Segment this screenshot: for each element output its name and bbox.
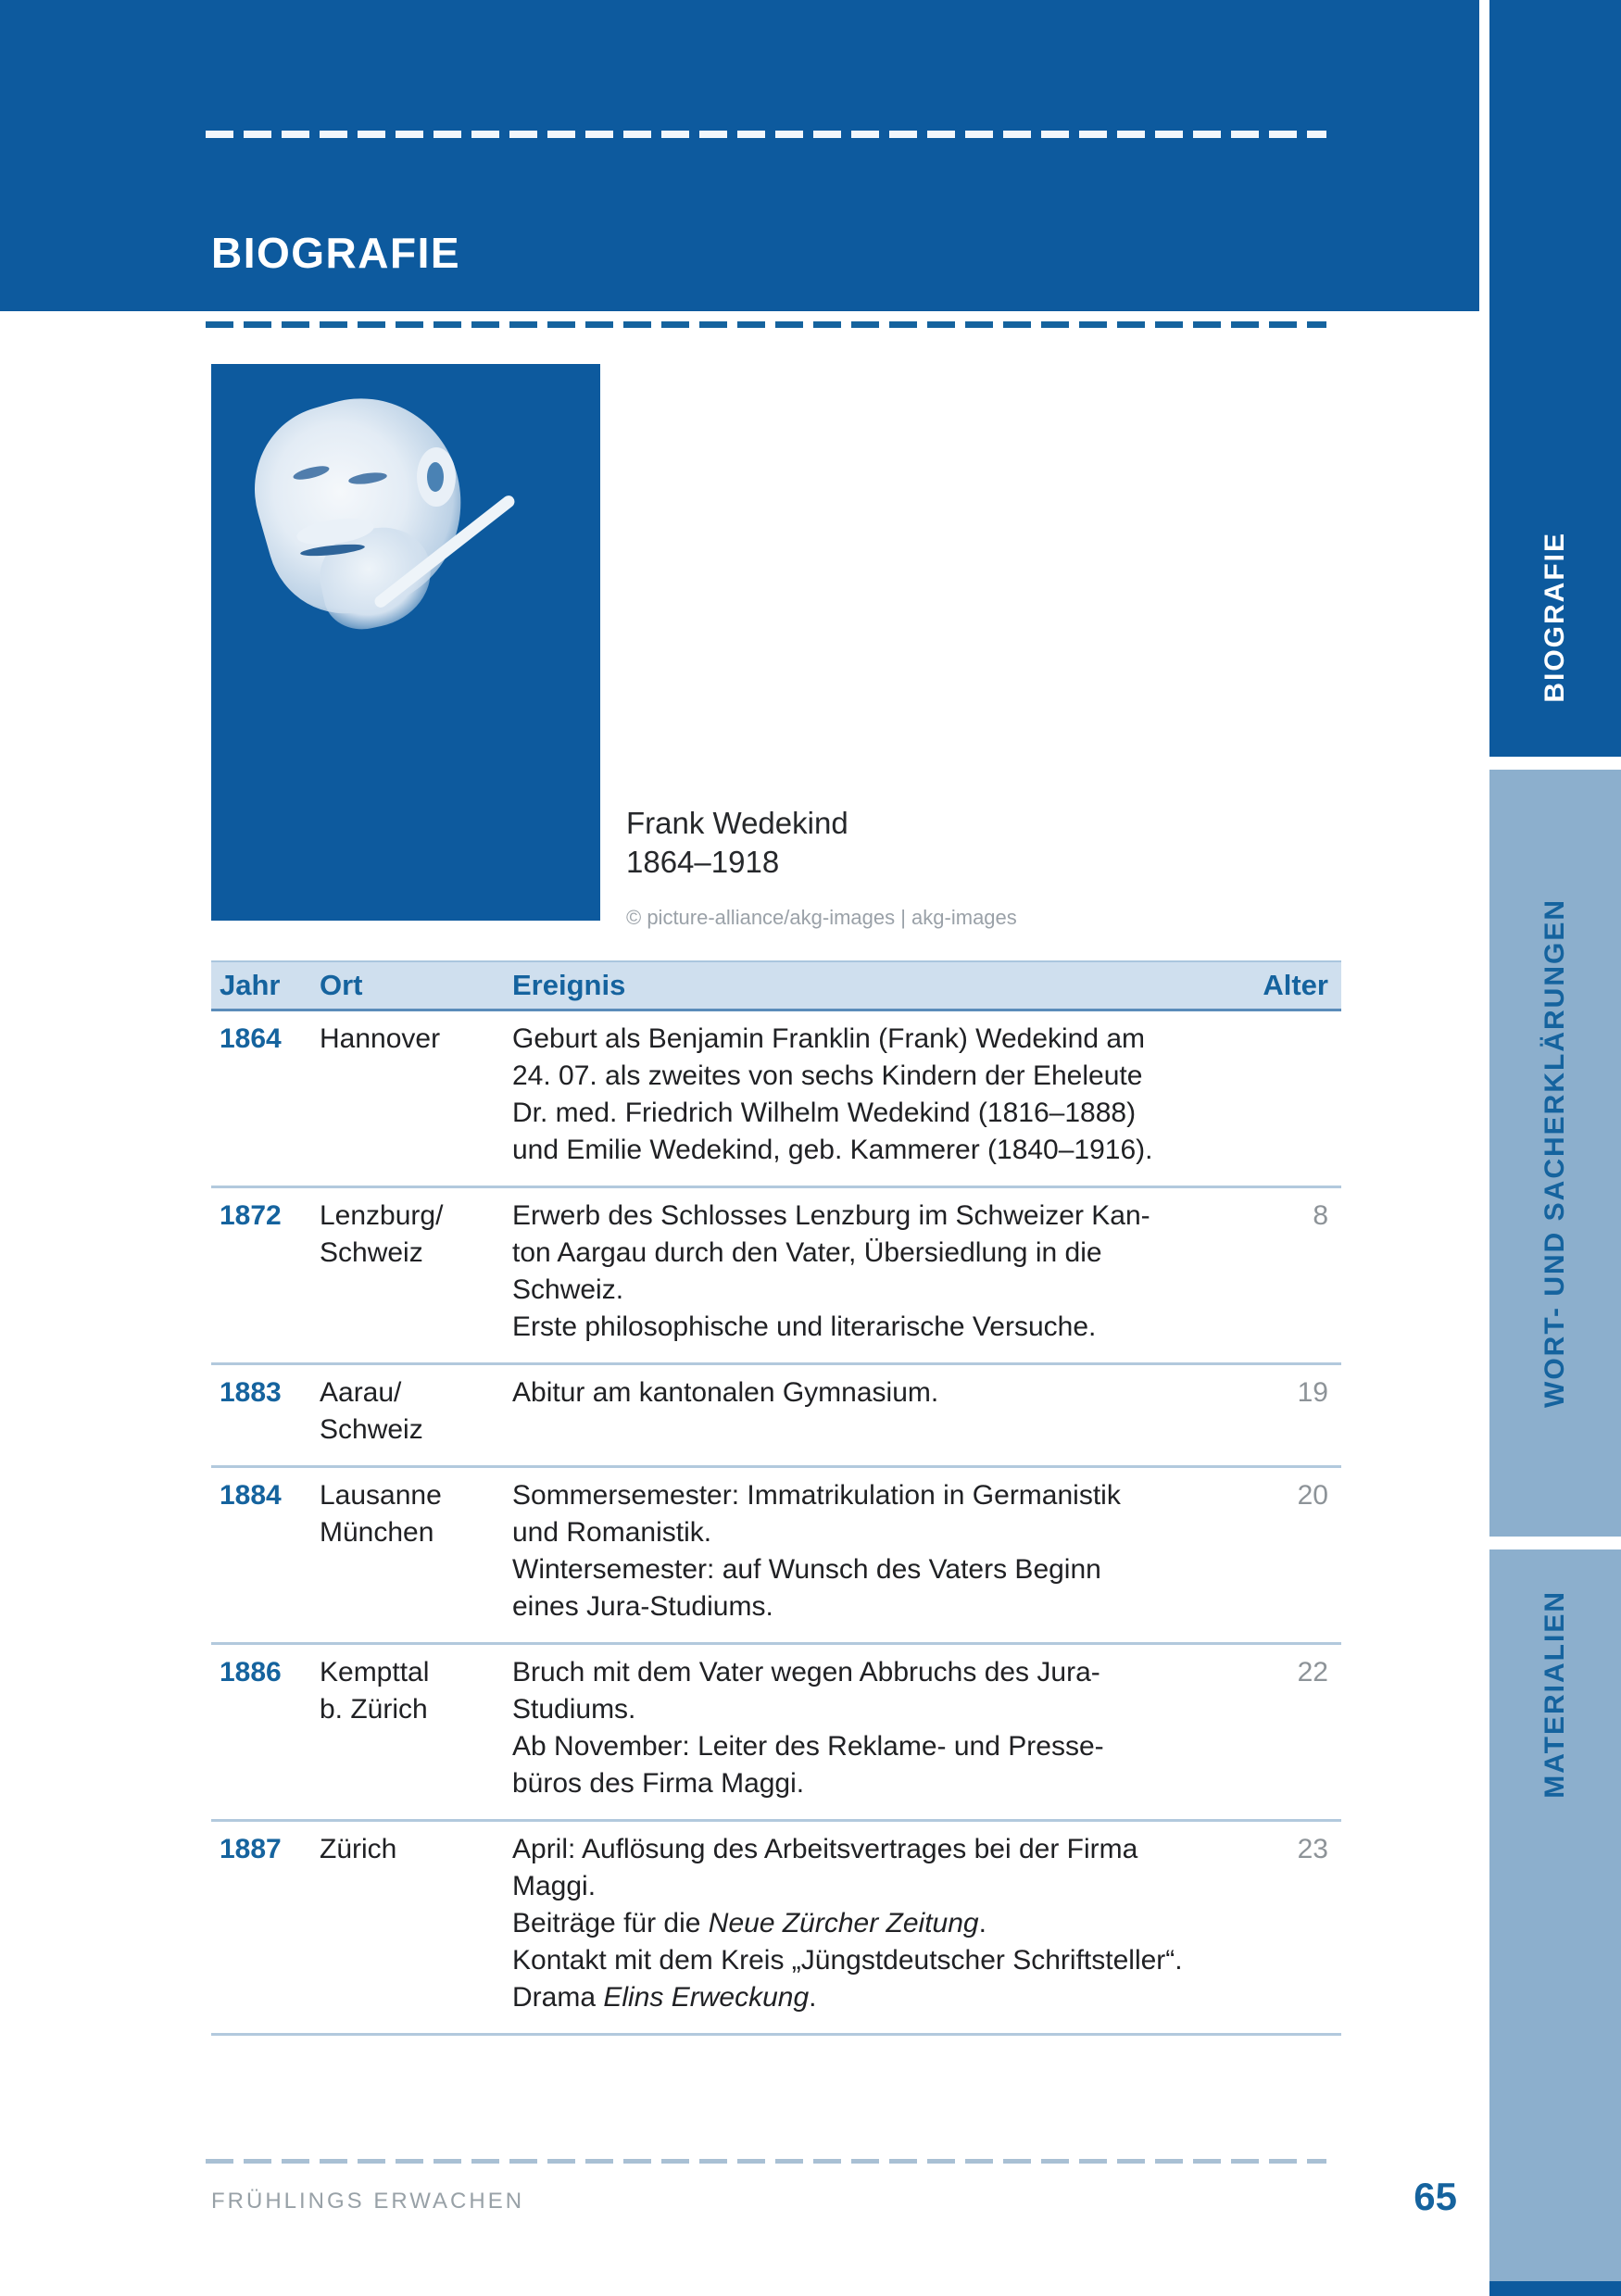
event-cell: Erwerb des Schlosses Lenzburg im Schweizer Kan- ton Aargau durch den Vater, Übersiedlung in die Schweiz. Erste philosophische und literarische Versuche.	[512, 1200, 1150, 1342]
portrait-caption	[626, 804, 1017, 937]
footer-book-title: FRÜHLINGS ERWACHEN	[211, 2189, 525, 2214]
event-cell: Bruch mit dem Vater wegen Abbruchs des Jura- Studiums. Ab November: Leiter des Reklame- und Presse- büros des Firma Maggi.	[512, 1657, 1104, 1799]
event-cell: Sommersemester: Immatrikulation in Germanistik und Romanistik. Wintersemester: auf Wunsch des Vaters Beginn eines Jura-Studiums.	[512, 1480, 1121, 1622]
wedekind-portrait-image	[211, 364, 600, 921]
place-cell: Aarau/ Schweiz	[320, 1377, 423, 1445]
dashed-divider-under-header	[206, 321, 1326, 328]
page-number: 65	[1414, 2175, 1457, 2218]
biography-table	[211, 960, 1341, 2036]
sidebar-tab-materialien[interactable]	[1489, 1549, 1621, 2281]
sidebar-tab-wort-label: WORT- UND SACHERKLÄRUNGEN	[1539, 898, 1570, 1408]
event-cell: Geburt als Benjamin Franklin (Frank) Wedekind am 24. 07. als zweites von sechs Kindern der Eheleute Dr. med. Friedrich Wilhelm Wedekind (1816–1888) und Emilie Wedekind, geb. Kammerer (1840–1916).	[512, 1023, 1153, 1165]
place-cell: Lausanne München	[320, 1480, 442, 1548]
table-row	[211, 1188, 1341, 1365]
sidebar-bottom-bar	[1489, 2281, 1621, 2296]
dashed-divider-top	[206, 131, 1326, 138]
dashed-divider-footer	[206, 2159, 1326, 2164]
year-cell: 1886	[220, 1657, 282, 1687]
table-row	[211, 1365, 1341, 1468]
year-cell: 1884	[220, 1480, 282, 1511]
column-header-alter: Alter	[1263, 969, 1328, 1001]
year-cell: 1872	[220, 1200, 282, 1231]
age-cell	[1253, 1021, 1341, 1169]
column-header-jahr: Jahr	[220, 969, 281, 1001]
place-cell: Lenzburg/ Schweiz	[320, 1200, 444, 1268]
place-cell: Hannover	[320, 1023, 441, 1054]
portrait-ear-inner-shape	[427, 462, 444, 492]
caption-name: Frank Wedekind	[626, 806, 848, 840]
image-credit: © picture-alliance/akg-images | akg-images	[626, 906, 1017, 929]
place-cell: Kempttal b. Zürich	[320, 1657, 430, 1725]
year-cell: 1883	[220, 1377, 282, 1408]
sidebar-tab-biografie[interactable]	[1489, 0, 1621, 757]
column-header-ort: Ort	[320, 969, 363, 1001]
age-cell: 22	[1297, 1657, 1328, 1687]
table-row	[211, 1011, 1341, 1188]
table-row	[211, 1468, 1341, 1645]
caption-years: 1864–1918	[626, 845, 780, 879]
sidebar-tab-wort-und-sacherklaerungen[interactable]	[1489, 770, 1621, 1537]
place-cell: Zürich	[320, 1834, 397, 1864]
page-title: BIOGRAFIE	[211, 229, 461, 277]
age-cell: 8	[1313, 1200, 1328, 1231]
sidebar-tab-materialien-label: MATERIALIEN	[1539, 1590, 1570, 1799]
year-cell: 1887	[220, 1834, 282, 1864]
table-header-row	[211, 960, 1341, 1011]
age-cell: 23	[1297, 1834, 1328, 1864]
age-cell: 20	[1297, 1480, 1328, 1511]
sidebar-tab-biografie-label: BIOGRAFIE	[1539, 532, 1570, 703]
header-band	[0, 0, 1479, 311]
event-cell: Abitur am kantonalen Gymnasium.	[512, 1377, 939, 1408]
table-row	[211, 1645, 1341, 1822]
year-cell: 1864	[220, 1023, 282, 1054]
table-row	[211, 1822, 1341, 2036]
event-cell: April: Auflösung des Arbeitsvertrages bei der Firma Maggi. Beiträge für die Neue Zürcher Zeitung. Kontakt mit dem Kreis „Jüngstdeutscher Schriftsteller“. Drama Elins Erweckung.	[512, 1834, 1183, 2013]
age-cell: 19	[1297, 1377, 1328, 1408]
table-body	[211, 1011, 1341, 2036]
column-header-ereignis: Ereignis	[512, 969, 626, 1001]
